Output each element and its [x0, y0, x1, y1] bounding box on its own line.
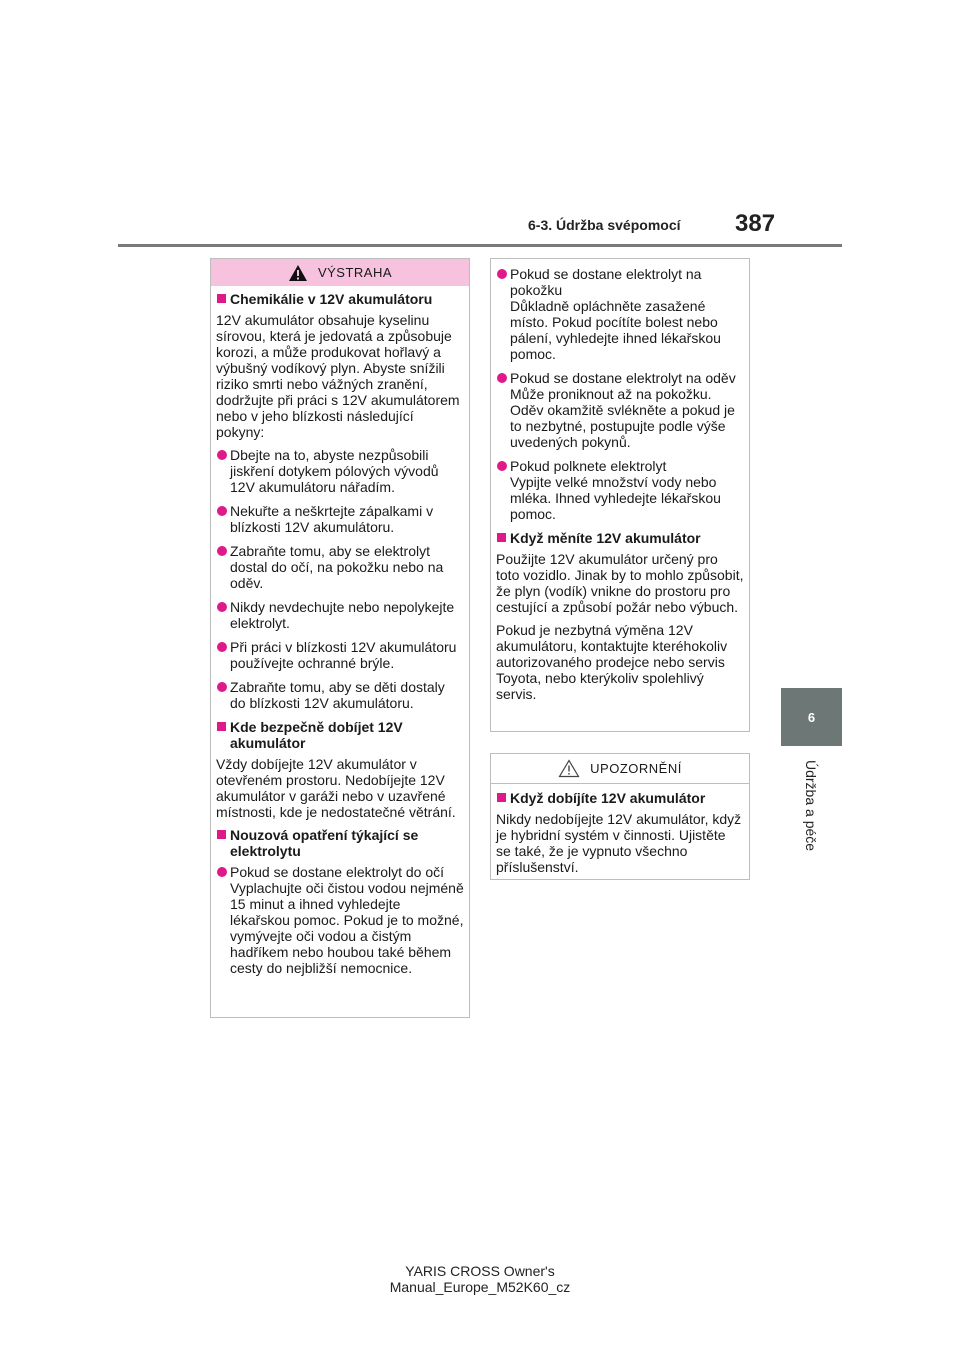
continuation-replace-text: Použijte 12V akumulátor určený pro toto vozidlo. Jinak by to mohlo způsobit, že plyn (vodík) vnikne do prostoru pro cestující a způsobí požár nebo výbuch.	[496, 551, 744, 615]
notice-text: Nikdy nedobíjejte 12V akumulátor, když je hybridní systém v činnosti. Ujistěte se také, že je vypnuto všechno příslušenství.	[496, 811, 742, 875]
bullet-text: Vyplachujte oči čistou vodou nejméně 15 minut a ihned vyhledejte lékařskou pomoc. Pokud je to možné, vymývejte oči vodou a čistým hadříkem nebo houbou také během cesty do nejbližší nemocnice.	[230, 880, 464, 976]
warning-charging-text: Vždy dobíjejte 12V akumulátor v otevřeném prostoru. Nedobíjejte 12V akumulátor v garáži nebo v uzavřené místnosti, kde je nedostatečné větrání.	[216, 756, 456, 820]
warning-bullet: Dbejte na to, abyste nezpůsobili jiskření dotykem pólových vývodů 12V akumulátoru nářadím.	[216, 447, 464, 495]
header-divider	[118, 244, 842, 247]
warning-heading-charging: Kde bezpečně dobíjet 12V akumulátor	[216, 719, 464, 751]
continuation-service-text: Pokud je nezbytná výměna 12V akumulátoru, kontaktujte kteréhokoliv autorizovaného prodejce nebo servis Toyota, nebo kterýkoliv spolehlivý servis.	[496, 622, 728, 702]
warning-intro-text: 12V akumulátor obsahuje kyselinu sírovou, která je jedovatá a způsobuje korozi, a může produkovat hořlavý a výbušný vodíkový plyn. Abyste snížili riziko smrti nebo vážných zranění, dodržujte při práci s 12V akumulátorem nebo v jeho blízkosti následující pokyny:	[216, 312, 460, 440]
warning-title: VÝSTRAHA	[317, 264, 393, 280]
continuation-bullet-skin	[496, 266, 744, 362]
caution-triangle-icon	[558, 759, 580, 778]
notice-box	[490, 753, 750, 880]
warning-bullet-eyes	[216, 864, 464, 976]
warning-heading-chemicals: Chemikálie v 12V akumulátoru	[216, 291, 464, 307]
notice-title: UPOZORNĚNÍ	[590, 760, 682, 776]
bullet-title: Pokud se dostane elektrolyt do očí	[230, 864, 445, 880]
continuation-bullet-swallow	[496, 458, 744, 522]
bullet-title: Pokud se dostane elektrolyt na pokožku	[510, 266, 702, 298]
chapter-title: Údržba a péče	[803, 760, 819, 852]
chapter-tab: 6	[781, 688, 842, 746]
continuation-bullet-clothes	[496, 370, 744, 450]
bullet-title: Pokud se dostane elektrolyt na oděv	[510, 370, 736, 386]
footer-manual-id: YARIS CROSS Owner's Manual_Europe_M52K60_cz	[389, 1263, 571, 1295]
page-number: 387	[735, 210, 776, 237]
bullet-title: Pokud polknete elektrolyt	[510, 458, 667, 474]
notice-header	[491, 754, 749, 784]
warning-bullet: Nikdy nevdechujte nebo nepolykejte elektrolyt.	[216, 599, 464, 631]
warning-box	[210, 258, 470, 1018]
bullet-text: Důkladně opláchněte zasažené místo. Pokud pocítíte bolest nebo pálení, vyhledejte ihned lékařskou pomoc.	[510, 298, 721, 362]
warning-bullet: Nekuřte a neškrtejte zápalkami v blízkosti 12V akumulátoru.	[216, 503, 464, 535]
bullet-text: Může proniknout až na pokožku. Oděv okamžitě svlékněte a pokud je to nezbytné, postupujte podle výše uvedených pokynů.	[510, 386, 735, 450]
warning-bullet: Zabraňte tomu, aby se děti dostaly do blízkosti 12V akumulátoru.	[216, 679, 464, 711]
bullet-text: Vypijte velké množství vody nebo mléka. Ihned vyhledejte lékařskou pomoc.	[510, 474, 721, 522]
continuation-heading-replace: Když měníte 12V akumulátor	[496, 530, 744, 546]
warning-bullet: Při práci v blízkosti 12V akumulátoru používejte ochranné brýle.	[216, 639, 464, 671]
warning-triangle-icon	[288, 264, 308, 282]
warning-header	[211, 259, 469, 286]
warning-heading-emergency: Nouzová opatření týkající se elektrolytu	[216, 827, 464, 859]
section-title: 6-3. Údržba svépomocí	[528, 217, 681, 233]
warning-bullet: Zabraňte tomu, aby se elektrolyt dostal do očí, na pokožku nebo na oděv.	[216, 543, 464, 591]
warning-continuation-box	[490, 258, 750, 732]
notice-heading-charging: Když dobíjíte 12V akumulátor	[496, 790, 744, 806]
